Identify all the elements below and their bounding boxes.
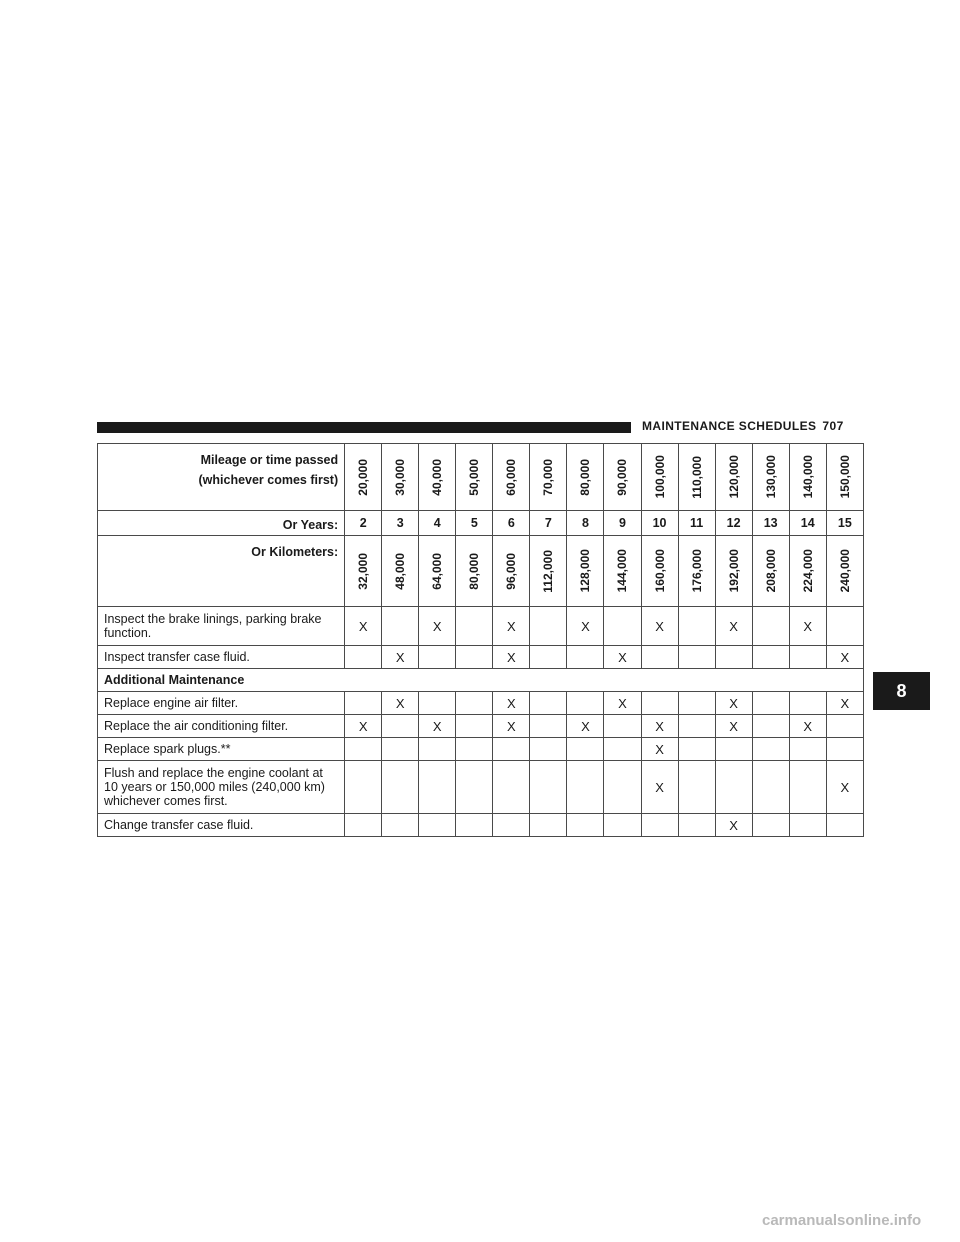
task-label: Inspect transfer case fluid. [98, 646, 345, 669]
schedule-mark: X [604, 692, 641, 715]
table-row [98, 738, 864, 761]
schedule-mark [678, 692, 715, 715]
schedule-mark: X [493, 607, 530, 646]
section-title: MAINTENANCE SCHEDULES [642, 419, 817, 433]
schedule-mark [382, 607, 419, 646]
task-label: Flush and replace the engine coolant at 10 years or 150,000 miles (240,000 km) whichever comes first. [98, 761, 345, 814]
schedule-mark [752, 761, 789, 814]
table-row [98, 692, 864, 715]
schedule-mark [419, 814, 456, 837]
schedule-mark [641, 814, 678, 837]
schedule-mark: X [567, 607, 604, 646]
schedule-mark [419, 761, 456, 814]
chapter-tab: 8 [873, 672, 930, 710]
mileage-row [98, 444, 864, 511]
schedule-mark: X [345, 607, 382, 646]
schedule-mark: X [789, 607, 826, 646]
table-row [98, 814, 864, 837]
section-header: Additional Maintenance [98, 669, 864, 692]
schedule-mark [530, 738, 567, 761]
task-label: Replace spark plugs.** [98, 738, 345, 761]
mileage-cell-value: 30,000 [393, 458, 408, 496]
schedule-mark [530, 715, 567, 738]
kilometers-cell [456, 536, 493, 607]
schedule-mark [678, 715, 715, 738]
schedule-mark [456, 738, 493, 761]
kilometers-cell-value: 208,000 [763, 549, 778, 593]
schedule-mark [678, 607, 715, 646]
schedule-mark [419, 646, 456, 669]
schedule-mark: X [493, 715, 530, 738]
kilometers-cell-value: 192,000 [726, 549, 741, 593]
schedule-mark: X [345, 715, 382, 738]
schedule-mark [382, 715, 419, 738]
schedule-mark: X [641, 738, 678, 761]
mileage-cell [382, 444, 419, 511]
years-cell: 9 [604, 511, 641, 536]
mileage-cell [419, 444, 456, 511]
schedule-mark [789, 761, 826, 814]
schedule-mark [789, 692, 826, 715]
years-cell: 5 [456, 511, 493, 536]
years-cell: 6 [493, 511, 530, 536]
schedule-mark [493, 814, 530, 837]
mileage-cell-value: 60,000 [504, 458, 519, 496]
mileage-label-line: (whichever comes first) [198, 473, 339, 487]
schedule-mark: X [826, 761, 863, 814]
schedule-mark: X [604, 646, 641, 669]
schedule-mark [604, 738, 641, 761]
mileage-cell-value: 50,000 [467, 458, 482, 496]
schedule-mark [567, 761, 604, 814]
kilometers-cell-value: 176,000 [689, 549, 704, 593]
kilometers-cell-value: 80,000 [467, 552, 482, 590]
section-header-row [98, 669, 864, 692]
mileage-cell-value: 130,000 [763, 455, 778, 499]
schedule-mark [345, 692, 382, 715]
schedule-mark [604, 761, 641, 814]
mileage-cell-value: 70,000 [541, 458, 556, 496]
mileage-cell [493, 444, 530, 511]
kilometers-cell [752, 536, 789, 607]
kilometers-cell [826, 536, 863, 607]
schedule-mark: X [641, 761, 678, 814]
years-cell: 15 [826, 511, 863, 536]
schedule-mark [752, 814, 789, 837]
schedule-mark [641, 692, 678, 715]
table-row [98, 761, 864, 814]
kilometers-cell [604, 536, 641, 607]
kilometers-cell-value: 160,000 [652, 549, 667, 593]
kilometers-cell [715, 536, 752, 607]
schedule-mark [752, 692, 789, 715]
schedule-mark [826, 814, 863, 837]
schedule-mark: X [715, 692, 752, 715]
kilometers-cell-value: 32,000 [356, 552, 371, 590]
schedule-mark [456, 761, 493, 814]
mileage-cell [456, 444, 493, 511]
schedule-mark [345, 761, 382, 814]
schedule-mark: X [715, 607, 752, 646]
schedule-mark [752, 715, 789, 738]
page-header [642, 419, 864, 433]
task-label: Replace engine air filter. [98, 692, 345, 715]
mileage-cell-value: 140,000 [800, 455, 815, 499]
kilometers-cell-value: 48,000 [393, 552, 408, 590]
years-cell: 12 [715, 511, 752, 536]
schedule-mark [789, 814, 826, 837]
kilometers-cell [530, 536, 567, 607]
schedule-mark [382, 761, 419, 814]
schedule-mark: X [567, 715, 604, 738]
kilometers-cell [493, 536, 530, 607]
mileage-cell-value: 120,000 [726, 455, 741, 499]
schedule-mark: X [826, 646, 863, 669]
schedule-mark [530, 814, 567, 837]
schedule-mark [678, 814, 715, 837]
years-cell: 10 [641, 511, 678, 536]
maintenance-schedule-table [97, 443, 864, 837]
schedule-mark [715, 738, 752, 761]
mileage-cell-value: 80,000 [578, 458, 593, 496]
kilometers-cell-value: 64,000 [430, 552, 445, 590]
schedule-mark: X [641, 715, 678, 738]
schedule-mark [715, 646, 752, 669]
schedule-mark [604, 715, 641, 738]
mileage-cell [604, 444, 641, 511]
mileage-label-line: Mileage or time passed [200, 453, 339, 467]
schedule-mark [419, 692, 456, 715]
schedule-mark [826, 607, 863, 646]
schedule-mark: X [789, 715, 826, 738]
schedule-mark: X [419, 607, 456, 646]
schedule-mark [456, 715, 493, 738]
mileage-cell [715, 444, 752, 511]
kilometers-cell-value: 96,000 [504, 552, 519, 590]
schedule-mark [789, 646, 826, 669]
mileage-label [98, 444, 345, 511]
schedule-mark [789, 738, 826, 761]
schedule-mark [567, 646, 604, 669]
mileage-cell [641, 444, 678, 511]
table-row [98, 607, 864, 646]
kilometers-label-line: Or Kilometers: [251, 545, 339, 559]
schedule-mark: X [493, 692, 530, 715]
kilometers-cell-value: 128,000 [578, 549, 593, 593]
kilometers-cell [789, 536, 826, 607]
schedule-mark [678, 646, 715, 669]
years-cell: 4 [419, 511, 456, 536]
years-cell: 3 [382, 511, 419, 536]
task-label: Replace the air conditioning filter. [98, 715, 345, 738]
page-number: 707 [822, 419, 844, 433]
schedule-mark: X [715, 715, 752, 738]
kilometers-cell [678, 536, 715, 607]
schedule-mark [493, 738, 530, 761]
schedule-mark [715, 761, 752, 814]
kilometers-cell-value: 112,000 [541, 549, 556, 593]
kilometers-cell [382, 536, 419, 607]
schedule-mark: X [493, 646, 530, 669]
schedule-mark [826, 715, 863, 738]
schedule-mark: X [715, 814, 752, 837]
table-row [98, 715, 864, 738]
schedule-mark [456, 692, 493, 715]
schedule-mark [456, 607, 493, 646]
mileage-cell [345, 444, 382, 511]
schedule-mark [345, 814, 382, 837]
kilometers-cell [567, 536, 604, 607]
schedule-mark [456, 814, 493, 837]
schedule-mark [493, 761, 530, 814]
schedule-mark: X [826, 692, 863, 715]
years-cell: 11 [678, 511, 715, 536]
kilometers-cell [345, 536, 382, 607]
years-row [98, 511, 864, 536]
mileage-cell [789, 444, 826, 511]
schedule-mark [567, 738, 604, 761]
years-cell: 13 [752, 511, 789, 536]
schedule-mark [419, 738, 456, 761]
schedule-mark [530, 761, 567, 814]
mileage-cell [826, 444, 863, 511]
task-label: Change transfer case fluid. [98, 814, 345, 837]
task-label: Inspect the brake linings, parking brake function. [98, 607, 345, 646]
schedule-mark [752, 646, 789, 669]
schedule-mark [752, 738, 789, 761]
mileage-cell [530, 444, 567, 511]
kilometers-cell-value: 144,000 [615, 549, 630, 593]
table-row [98, 646, 864, 669]
schedule-mark [530, 646, 567, 669]
schedule-mark [604, 814, 641, 837]
kilometers-cell [641, 536, 678, 607]
watermark: carmanualsonline.info [762, 1212, 922, 1229]
schedule-mark: X [382, 692, 419, 715]
years-cell: 7 [530, 511, 567, 536]
kilometers-cell-value: 240,000 [837, 549, 852, 593]
schedule-mark [345, 738, 382, 761]
kilometers-cell [419, 536, 456, 607]
schedule-mark [752, 607, 789, 646]
schedule-mark: X [419, 715, 456, 738]
mileage-cell-value: 40,000 [430, 458, 445, 496]
kilometers-label [98, 536, 345, 607]
kilometers-cell-value: 224,000 [800, 549, 815, 593]
mileage-cell-value: 20,000 [356, 458, 371, 496]
header-rule [97, 422, 631, 433]
mileage-cell-value: 150,000 [837, 455, 852, 499]
years-cell: 2 [345, 511, 382, 536]
mileage-cell [567, 444, 604, 511]
mileage-cell-value: 110,000 [689, 455, 704, 499]
schedule-mark [530, 692, 567, 715]
schedule-mark [382, 738, 419, 761]
mileage-cell-value: 100,000 [652, 455, 667, 499]
schedule-mark [530, 607, 567, 646]
mileage-cell [678, 444, 715, 511]
mileage-cell [752, 444, 789, 511]
schedule-mark [382, 814, 419, 837]
schedule-mark [678, 761, 715, 814]
years-cell: 14 [789, 511, 826, 536]
years-cell: 8 [567, 511, 604, 536]
schedule-mark [826, 738, 863, 761]
schedule-mark [567, 692, 604, 715]
schedule-mark [567, 814, 604, 837]
schedule-mark [456, 646, 493, 669]
schedule-mark [604, 607, 641, 646]
schedule-mark [345, 646, 382, 669]
mileage-cell-value: 90,000 [615, 458, 630, 496]
years-label: Or Years: [98, 511, 345, 536]
kilometers-row [98, 536, 864, 607]
schedule-mark: X [382, 646, 419, 669]
schedule-mark: X [641, 607, 678, 646]
schedule-mark [641, 646, 678, 669]
schedule-mark [678, 738, 715, 761]
